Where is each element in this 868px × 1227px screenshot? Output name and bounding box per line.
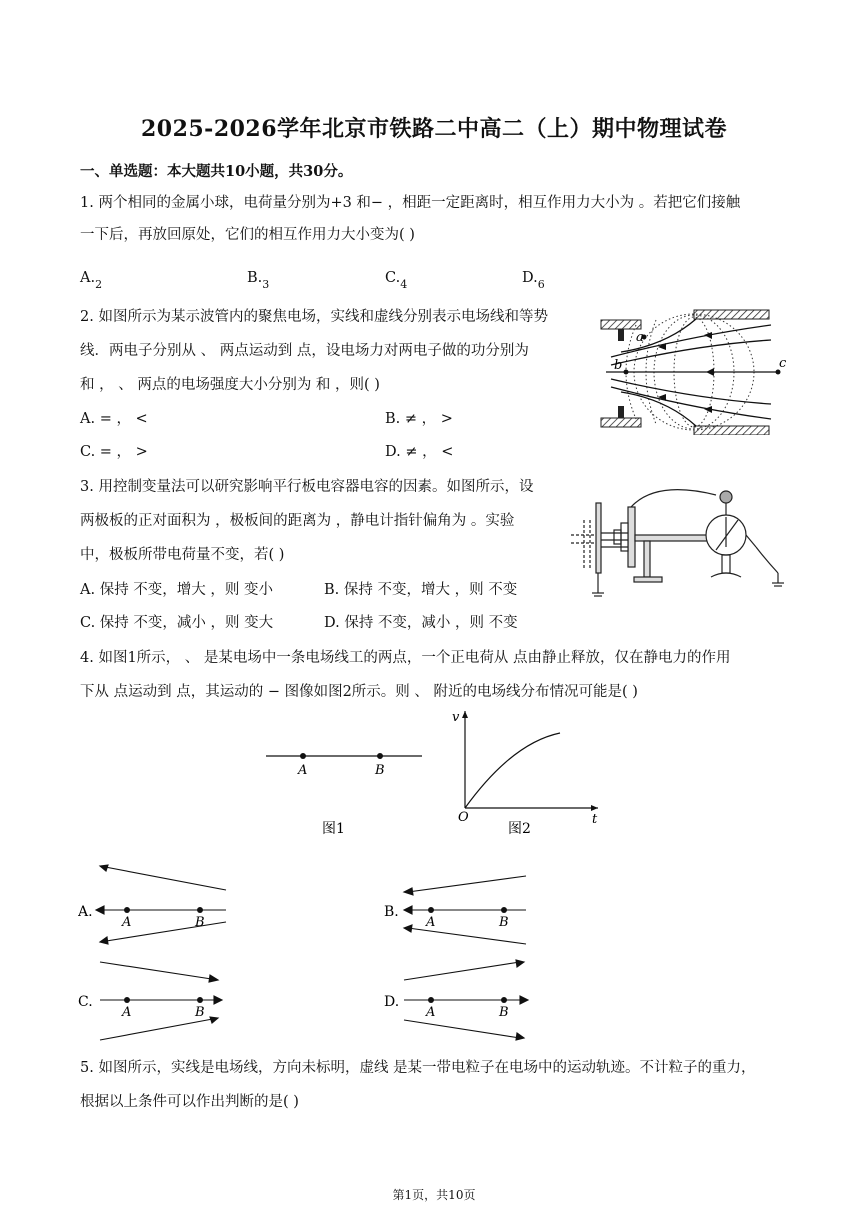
q2-label-b: b: [614, 358, 623, 373]
q1-option-c: $C._4$: [385, 270, 408, 291]
fig1-point-b: B: [375, 763, 385, 778]
q4-figures-1-2: [262, 703, 602, 843]
q2-option-c: C. = ， >: [80, 444, 148, 460]
q4-opt-a-point-a: A: [122, 915, 132, 930]
q1-option-b: $B._3$: [247, 270, 270, 291]
q3-line1: 3. 用控制变量法可以研究影响平行板电容器电容的因素。如图所示，设: [80, 479, 534, 495]
q4-option-b-d-figures: [384, 858, 544, 1048]
fig1-caption: 图1: [322, 821, 345, 837]
q4-opt-c-point-b: B: [195, 1005, 205, 1020]
q4-opt-d-label: D.: [384, 994, 400, 1010]
fig2-axis-v: v: [452, 710, 460, 725]
q3-line3: 中，极板所带电荷量不变，若( ): [80, 547, 285, 563]
q3-capacitor-electroscope-figure: [566, 485, 792, 600]
q4-opt-d-point-a: A: [426, 1005, 436, 1020]
q4-line1: 4. 如图1所示， 、 是某电场中一条电场线工的两点，一个正电荷从 点由静止释放，仅在静电力的作用: [80, 650, 731, 666]
q4-opt-b-label: B.: [384, 904, 399, 920]
q3-option-c: C. 保持 不变，减小 ，则 变大: [80, 615, 274, 631]
fig2-axis-t: t: [592, 812, 598, 827]
q1-option-d: $D._6$: [522, 270, 545, 291]
q3-option-a: A. 保持 不变，增大 ，则 变小: [80, 582, 274, 598]
q2-option-b: B. ≠ ， >: [385, 411, 453, 427]
q4-option-a-c-figures: [78, 858, 238, 1048]
q4-opt-d-point-b: B: [499, 1005, 509, 1020]
q4-opt-a-point-b: B: [195, 915, 205, 930]
fig1-point-a: A: [298, 763, 308, 778]
q2-label-c: c: [779, 356, 787, 371]
q2-focusing-field-figure: [596, 305, 792, 435]
q1-line1: 1. 两个相同的金属小球，电荷量分别为+3 和− ，相距一定距离时，相互作用力大小为 。若把它们接触: [80, 195, 741, 211]
q5-line2: 根据以上条件可以作出判断的是( ): [80, 1094, 299, 1110]
q3-line2: 两极板的正对面积为 ，极板间的距离为 ，静电计指针偏角为 。实验: [80, 513, 515, 529]
fig2-origin: O: [458, 810, 469, 825]
q4-opt-c-label: C.: [78, 994, 93, 1010]
q2-line3: 和 ， 、 两点的电场强度大小分别为 和 ，则( ): [80, 377, 380, 393]
q4-opt-c-point-a: A: [122, 1005, 132, 1020]
q4-opt-b-point-a: A: [426, 915, 436, 930]
q4-line2: 下从 点运动到 点，其运动的 − 图像如图2所示。则 、 附近的电场线分布情况可能是( ): [80, 684, 638, 700]
q2-option-a: A. = ， <: [80, 411, 148, 427]
q2-option-d: D. ≠ ， <: [385, 444, 454, 460]
q4-opt-b-point-b: B: [499, 915, 509, 930]
q4-opt-a-label: A.: [78, 904, 93, 920]
q3-option-d: D. 保持 不变，减小 ，则 不变: [324, 615, 518, 631]
fig2-caption: 图2: [508, 821, 531, 837]
q1-line2: 一下后，再放回原处，它们的相互作用力大小变为( ): [80, 227, 415, 243]
q2-label-a: a: [636, 330, 644, 345]
q2-line1: 2. 如图所示为某示波管内的聚焦电场，实线和虚线分别表示电场线和等势: [80, 309, 548, 325]
section-heading: 一、单选题：本大题共10小题，共30分。: [80, 163, 353, 180]
q3-option-b: B. 保持 不变，增大 ，则 不变: [324, 582, 518, 598]
q5-line1: 5. 如图所示，实线是电场线，方向未标明，虚线 是某一带电粒子在电场中的运动轨迹。不计粒子的重力，: [80, 1060, 756, 1076]
page-title: 2025-2026学年北京市铁路二中高二（上）期中物理试卷: [140, 116, 728, 142]
page-footer: 第1页，共10页: [392, 1188, 476, 1202]
q1-option-a: $A._2$: [80, 270, 103, 291]
q2-line2: 线．两电子分别从 、 两点运动到 点，设电场力对两电子做的功分别为: [80, 343, 529, 359]
